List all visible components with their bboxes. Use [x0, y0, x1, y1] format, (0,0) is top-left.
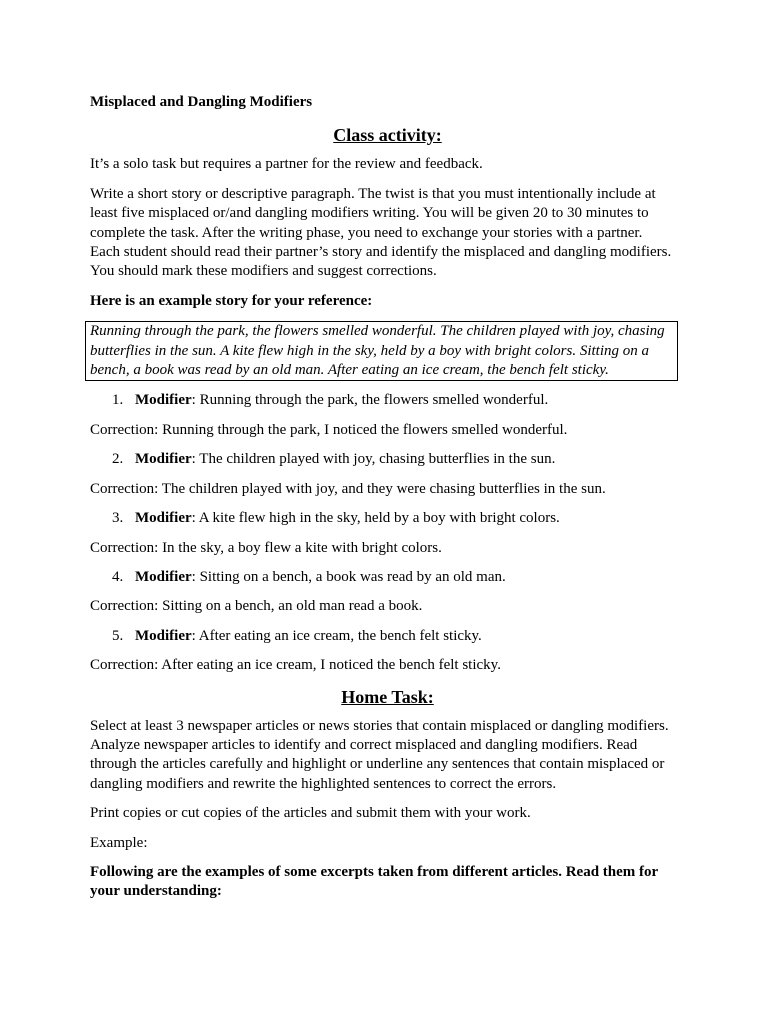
modifier-item-2: [90, 450, 685, 469]
home-task-paragraph: [90, 717, 685, 795]
example-word: Example:: [90, 834, 148, 851]
modifier-sentence: : The children played with joy, chasing butterflies in the sun.: [191, 451, 556, 468]
document-title: Misplaced and Dangling Modifiers: [90, 94, 313, 110]
story-line: butterflies in the sun. A kite flew high in the sky, held by a boy with bright colors. Sitting on a: [90, 342, 649, 359]
item-number: 1.: [112, 392, 124, 409]
correction-5: Correction: After eating an ice cream, I noticed the bench felt sticky.: [90, 657, 501, 674]
correction-4: Correction: Sitting on a bench, an old man read a book.: [90, 598, 423, 615]
print-note: Print copies or cut copies of the articles and submit them with your work.: [90, 805, 531, 822]
document-body: [90, 93, 685, 912]
modifier-item-3: [90, 509, 685, 528]
intro-paragraph: It’s a solo task but requires a partner for the review and feedback.: [90, 156, 483, 173]
instructions-line: complete the task. After the writing phase, you need to exchange your stories with a partner.: [90, 224, 643, 241]
class-activity-heading: Class activity:: [333, 125, 442, 146]
following-paragraph: [90, 863, 685, 902]
modifier-label: Modifier: [135, 510, 192, 527]
instructions-line: You should mark these modifiers and suggest corrections.: [90, 263, 437, 280]
home-task-heading: Home Task:: [341, 686, 434, 707]
modifier-sentence: : Running through the park, the flowers smelled wonderful.: [191, 392, 549, 409]
instructions-line: Write a short story or descriptive paragraph. The twist is that you must intentionally include at: [90, 185, 656, 202]
instructions-line: least five misplaced or/and dangling modifiers writing. You will be given 20 to 30 minutes to: [90, 205, 649, 222]
modifier-item-5: [90, 627, 685, 646]
item-number: 2.: [112, 451, 124, 468]
modifier-label: Modifier: [135, 568, 192, 585]
correction-3: Correction: In the sky, a boy flew a kite with bright colors.: [90, 539, 442, 556]
item-number: 5.: [112, 627, 124, 644]
story-line: bench, a book was read by an old man. After eating an ice cream, the bench felt sticky.: [90, 362, 609, 379]
example-label: Here is an example story for your reference:: [90, 292, 373, 309]
instructions-line: Each student should read their partner’s story and identify the misplaced and dangling modifiers.: [90, 244, 672, 261]
home-line: Analyze newspaper articles to identify and correct misplaced and dangling modifiers. Read: [90, 736, 638, 753]
modifier-sentence: : A kite flew high in the sky, held by a boy with bright colors.: [191, 510, 560, 527]
home-line: through the articles carefully and highlight or underline any sentences that contain misplaced or: [90, 756, 665, 773]
following-line: your understanding:: [90, 883, 222, 900]
item-number: 3.: [112, 510, 124, 527]
modifier-item-4: [90, 568, 685, 587]
home-line: dangling modifiers and rewrite the highlighted sentences to correct the errors.: [90, 775, 557, 792]
modifier-item-1: [90, 391, 685, 410]
modifier-sentence: : Sitting on a bench, a book was read by an old man.: [191, 568, 506, 585]
modifier-label: Modifier: [135, 627, 192, 644]
following-line: Following are the examples of some excerpts taken from different articles. Read them for: [90, 863, 659, 880]
modifier-label: Modifier: [135, 392, 192, 409]
item-number: 4.: [112, 568, 124, 585]
example-story-box: [85, 321, 678, 381]
story-line: Running through the park, the flowers smelled wonderful. The children played with joy, chasing: [90, 323, 665, 340]
modifier-sentence: : After eating an ice cream, the bench felt sticky.: [191, 627, 482, 644]
home-line: Select at least 3 newspaper articles or news stories that contain misplaced or dangling modifiers.: [90, 717, 669, 734]
correction-1: Correction: Running through the park, I noticed the flowers smelled wonderful.: [90, 421, 568, 438]
modifier-label: Modifier: [135, 451, 192, 468]
instructions-paragraph: [90, 185, 685, 282]
correction-2: Correction: The children played with joy, and they were chasing butterflies in the sun.: [90, 480, 606, 497]
